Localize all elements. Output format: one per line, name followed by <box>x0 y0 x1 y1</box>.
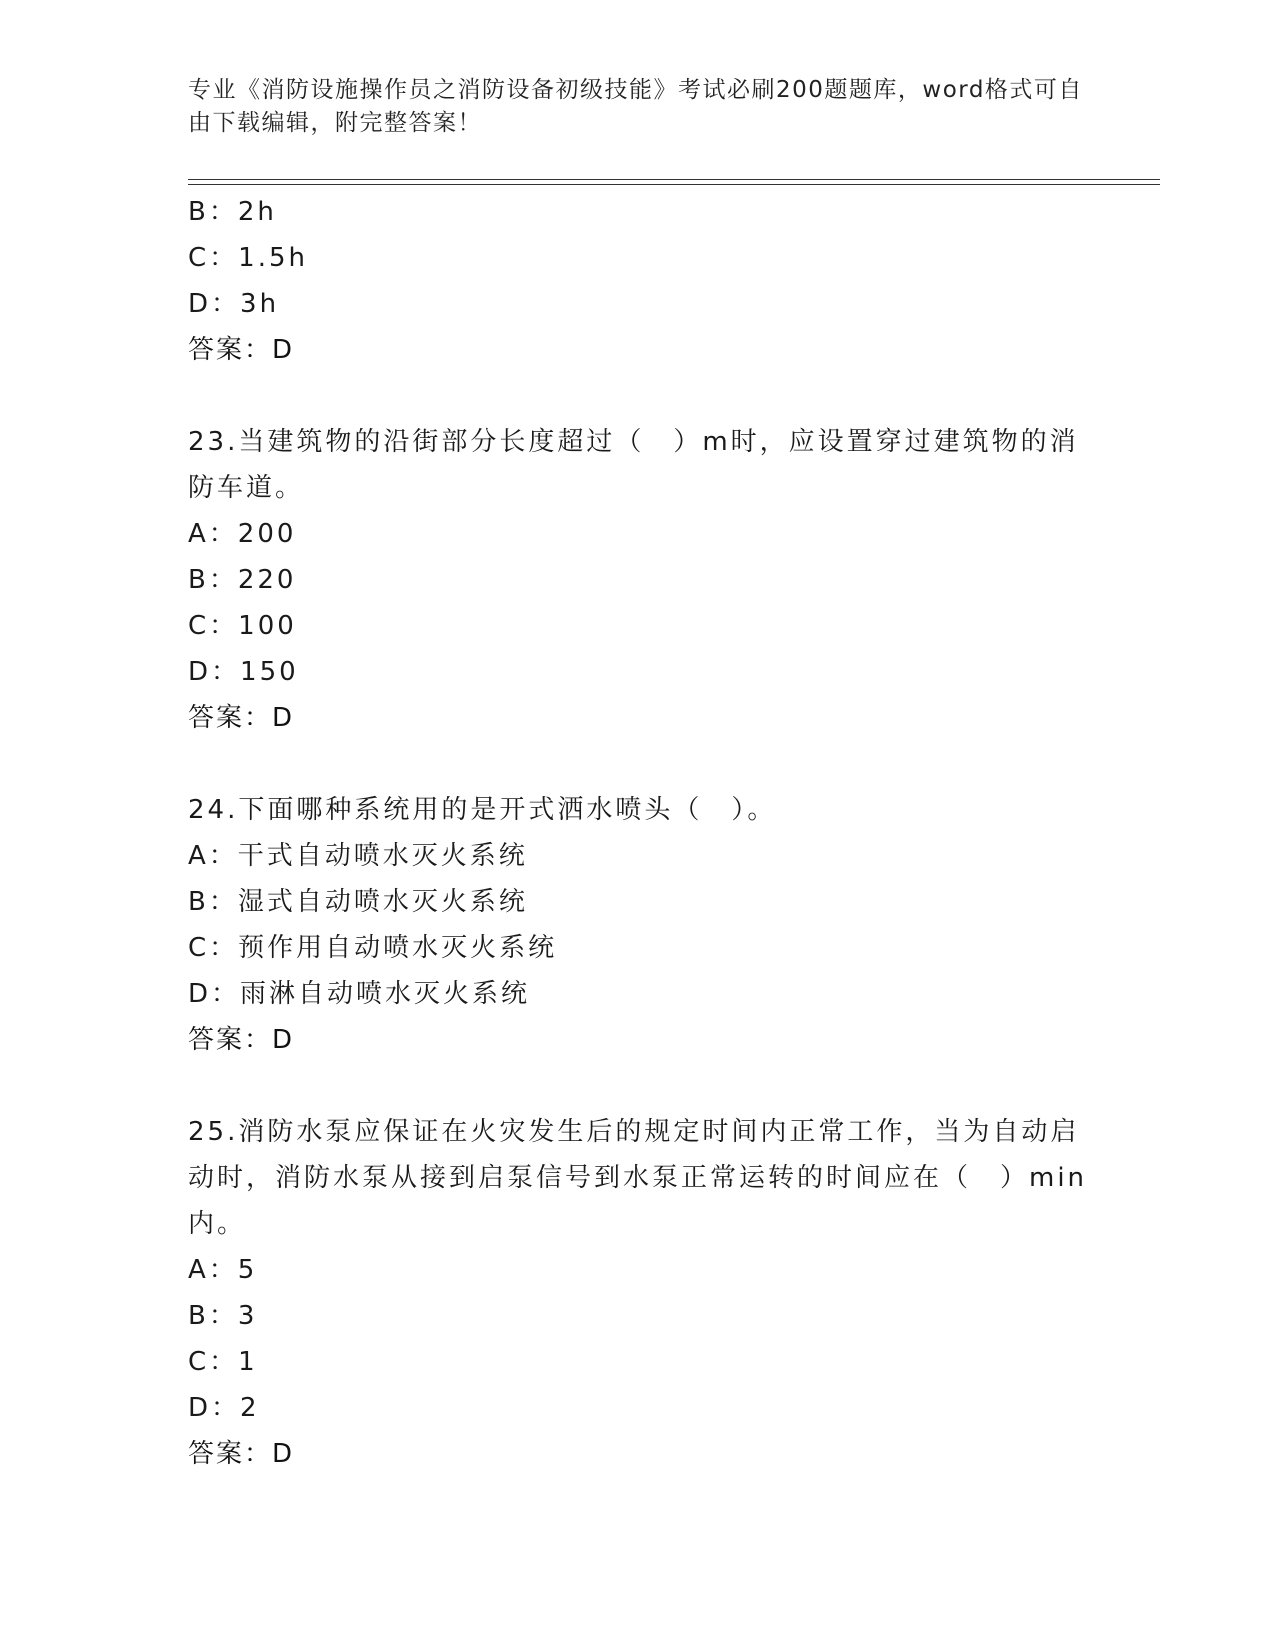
option-text: 干式自动喷水灭火系统 <box>237 841 528 871</box>
option-text: 3 <box>237 1301 258 1331</box>
question-stem: 24.下面哪种系统用的是开式洒水喷头（ ）。 <box>188 795 777 825</box>
answer-line: 答案：D <box>188 703 295 733</box>
option-text: 1.5h <box>238 243 308 273</box>
option-row <box>188 189 1088 235</box>
header-divider-bottom <box>188 184 1160 185</box>
option-label: A： <box>188 1255 238 1285</box>
question-25 <box>188 1109 1088 1477</box>
header-divider-top <box>188 179 1160 180</box>
option-row <box>188 603 1088 649</box>
answer-line: 答案：D <box>188 1025 295 1055</box>
option-text: 3h <box>240 289 280 319</box>
option-label: B： <box>188 887 238 917</box>
option-row <box>188 879 1088 925</box>
option-row <box>188 971 1088 1017</box>
answer-line: 答案：D <box>188 335 295 365</box>
option-text: 200 <box>237 519 297 549</box>
question-22-carryover <box>188 189 1088 373</box>
option-text: 雨淋自动喷水灭火系统 <box>240 979 531 1009</box>
option-label: C： <box>188 243 239 273</box>
question-list <box>188 189 1088 1477</box>
question-stem: 23.当建筑物的沿街部分长度超过（ ）m时，应设置穿过建筑物的消防车道。 <box>188 427 1079 503</box>
option-text: 150 <box>240 657 299 687</box>
option-label: A： <box>188 519 238 549</box>
spacer <box>188 741 1088 787</box>
question-23 <box>188 419 1088 741</box>
option-row <box>188 925 1088 971</box>
option-label: A： <box>188 841 238 871</box>
option-text: 100 <box>238 611 297 641</box>
question-24 <box>188 787 1088 1063</box>
option-label: D： <box>188 1393 241 1423</box>
option-row <box>188 281 1088 327</box>
option-label: D： <box>188 657 241 687</box>
option-row <box>188 1293 1088 1339</box>
option-text: 预作用自动喷水灭火系统 <box>238 933 558 963</box>
option-label: D： <box>188 979 241 1009</box>
option-text: 5 <box>237 1255 258 1285</box>
option-text: 2 <box>240 1393 260 1423</box>
option-label: C： <box>188 1347 239 1377</box>
option-row <box>188 1339 1088 1385</box>
option-label: B： <box>188 565 238 595</box>
option-text: 1 <box>238 1347 258 1377</box>
option-row <box>188 235 1088 281</box>
answer-line: 答案：D <box>188 1439 295 1469</box>
option-row <box>188 1247 1088 1293</box>
option-label: C： <box>188 933 239 963</box>
spacer <box>188 1063 1088 1109</box>
option-text: 2h <box>237 197 277 227</box>
option-row <box>188 649 1088 695</box>
option-row <box>188 1385 1088 1431</box>
option-text: 220 <box>237 565 297 595</box>
option-label: C： <box>188 611 239 641</box>
question-stem: 25.消防水泵应保证在火灾发生后的规定时间内正常工作，当为自动启动时，消防水泵从接到启泵信号到水泵正常运转的时间应在（ ）min内。 <box>188 1117 1088 1239</box>
option-row <box>188 511 1088 557</box>
option-row <box>188 557 1088 603</box>
option-label: B： <box>188 1301 238 1331</box>
option-label: B： <box>188 197 238 227</box>
option-label: D： <box>188 289 241 319</box>
option-text: 湿式自动喷水灭火系统 <box>237 887 528 917</box>
option-row <box>188 833 1088 879</box>
document-header-title: 专业《消防设施操作员之消防设备初级技能》考试必刷200题题库，word格式可自由下载编辑，附完整答案！ <box>188 77 1083 136</box>
spacer <box>188 373 1088 419</box>
